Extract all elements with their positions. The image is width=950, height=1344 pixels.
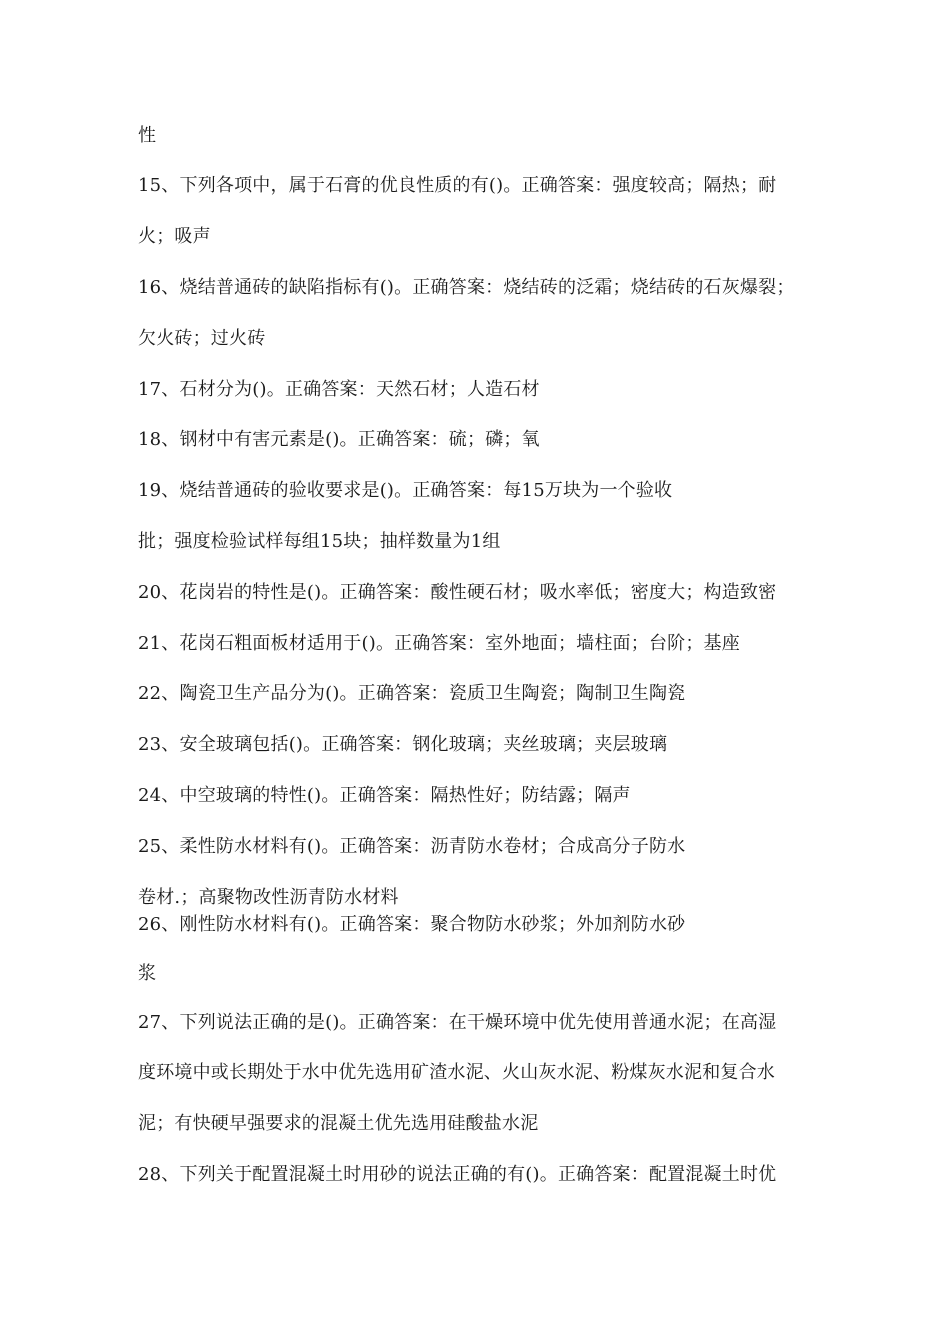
question-27-line-1: 27、下列说法正确的是()。正确答案：在干燥环境中优先使用普通水泥；在高湿 <box>138 1012 777 1033</box>
question-18-line: 18、钢材中有害元素是()。正确答案：硫；磷；氧 <box>138 429 540 450</box>
question-27-line-2: 度环境中或长期处于水中优先选用矿渣水泥、火山灰水泥、粉煤灰水泥和复合水 <box>138 1062 775 1083</box>
question-28-line-1: 28、下列关于配置混凝土时用砂的说法正确的有()。正确答案：配置混凝土时优 <box>138 1164 777 1185</box>
question-16-line-2: 欠火砖；过火砖 <box>138 328 266 349</box>
question-19-line-1: 19、烧结普通砖的验收要求是()。正确答案：每15万块为一个验收 <box>138 480 673 501</box>
question-25-line-1: 25、柔性防水材料有()。正确答案：沥青防水卷材；合成高分子防水 <box>138 836 686 857</box>
question-21-line: 21、花岗石粗面板材适用于()。正确答案：室外地面；墙柱面；台阶；基座 <box>138 633 740 654</box>
question-16-line-1: 16、烧结普通砖的缺陷指标有()。正确答案：烧结砖的泛霜；烧结砖的石灰爆裂； <box>138 277 795 298</box>
question-15-line-2: 火；吸声 <box>138 226 211 247</box>
question-26-line-2: 浆 <box>138 963 157 984</box>
question-23-line: 23、安全玻璃包括()。正确答案：钢化玻璃；夹丝玻璃；夹层玻璃 <box>138 734 668 755</box>
question-17-line: 17、石材分为()。正确答案：天然石材；人造石材 <box>138 379 540 400</box>
question-22-line: 22、陶瓷卫生产品分为()。正确答案：瓷质卫生陶瓷；陶制卫生陶瓷 <box>138 683 686 704</box>
question-19-line-2: 批；强度检验试样每组15块；抽样数量为1组 <box>138 531 501 552</box>
question-26-line-1: 26、刚性防水材料有()。正确答案：聚合物防水砂浆；外加剂防水砂 <box>138 914 686 935</box>
question-25-line-2: 卷材.；高聚物改性沥青防水材料 <box>138 887 399 908</box>
question-20-line: 20、花岗岩的特性是()。正确答案：酸性硬石材；吸水率低；密度大；构造致密 <box>138 582 777 603</box>
question-15-line-1: 15、下列各项中，属于石膏的优良性质的有()。正确答案：强度较高；隔热；耐 <box>138 175 777 196</box>
question-24-line: 24、中空玻璃的特性()。正确答案：隔热性好；防结露；隔声 <box>138 785 631 806</box>
question-27-line-3: 泥；有快硬早强要求的混凝土优先选用硅酸盐水泥 <box>138 1113 539 1134</box>
text-line: 性 <box>138 125 157 146</box>
